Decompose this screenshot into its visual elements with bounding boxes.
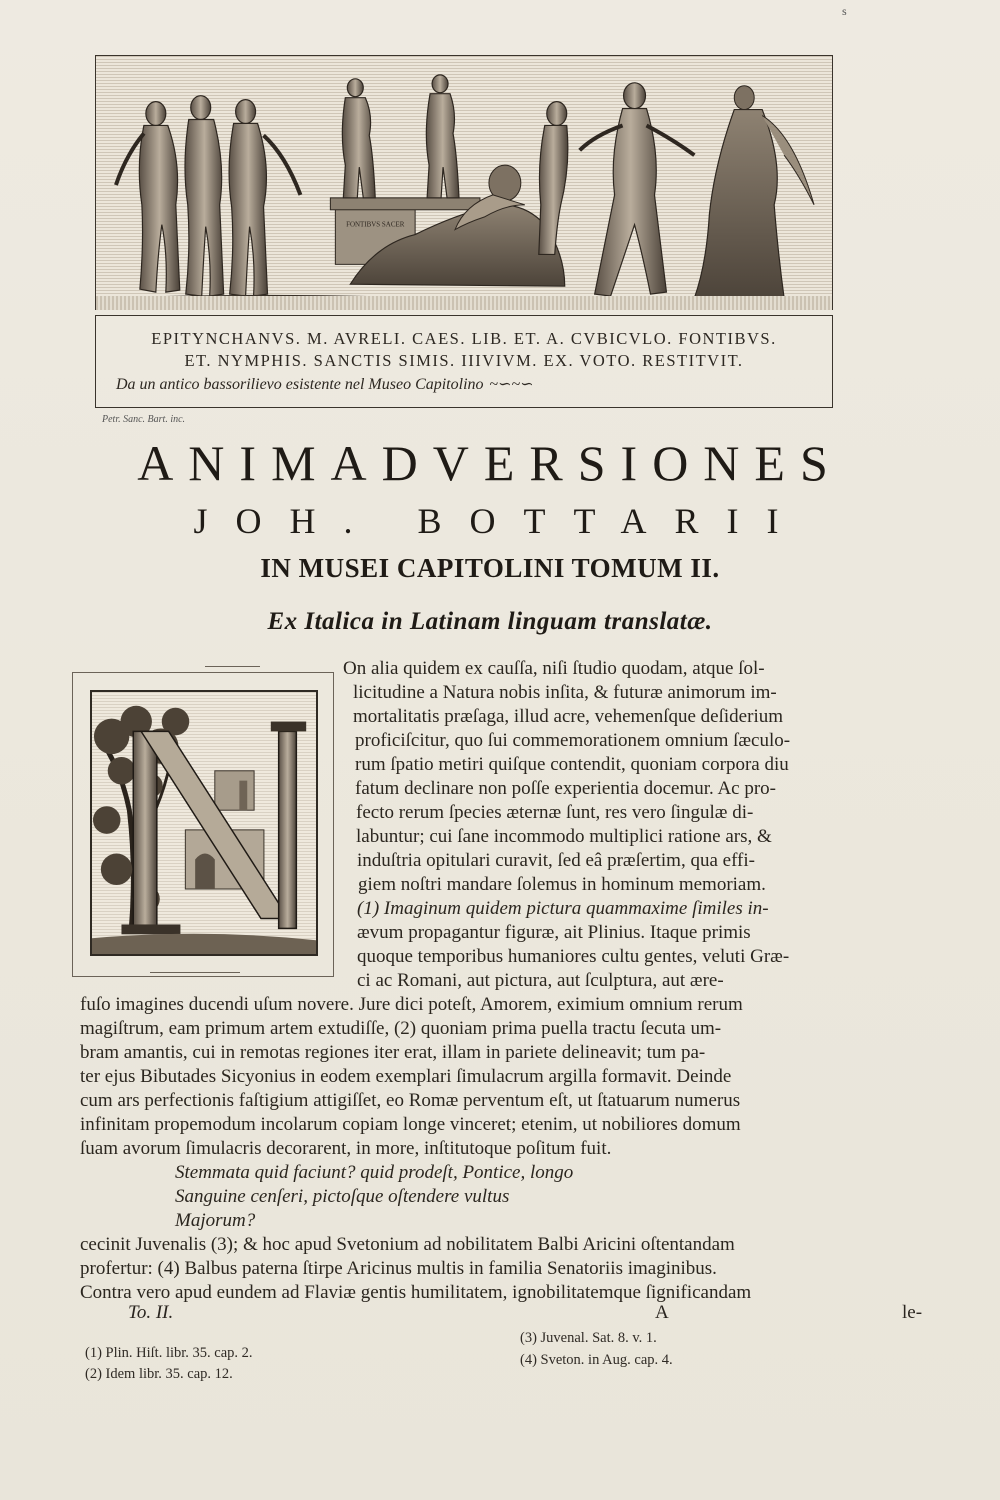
decorated-initial-n (90, 690, 318, 956)
relief-engraving (95, 55, 833, 310)
inscription-panel (95, 315, 833, 408)
plate-caption-text: Da un antico bassorilievo esistente nel Museo Capitolino (116, 376, 484, 393)
body-line-11: (1) Imaginum quidem pictura quammaxime ſimiles in- (357, 898, 769, 919)
body-line-9: induſtria opitulari curavit, ſed eâ præſertim, qua effi- (357, 850, 755, 871)
body-line-8: labuntur; cui ſane incommodo multiplici ratione ars, & (356, 826, 772, 847)
body-line-3: mortalitatis præſaga, illud acre, vehemenſque deſiderium (353, 706, 783, 727)
gathering-signature: A (655, 1302, 669, 1323)
body-line-4: proficiſcitur, quo ſui commemorationem omnium ſæculo- (355, 730, 791, 751)
initial-letter-illustration (92, 692, 316, 954)
body-line-26: profertur: (4) Balbus paterna ſtirpe Aricinus multis in familia Senatoriis imaginibus. (80, 1258, 717, 1279)
catchword: le- (902, 1302, 923, 1323)
body-line-17: bram amantis, cui in remotas regiones iter erat, illam in pariete delineavit; tum pa- (80, 1042, 706, 1063)
body-line-10: giem noſtri mandare ſolemus in hominum memoriam. (358, 874, 766, 895)
body-line-15: fuſo imagines ducendi uſum novere. Jure dici poteſt, Amorem, eximium omnium rerum (80, 994, 743, 1015)
body-line-16: magiſtrum, eam primum artem extudiſſe, (2) quoniam prima puella tractu ſecuta um- (80, 1018, 722, 1039)
body-line-19: cum ars perfectionis faſtigium attigiſſet, eo Romæ perventum eſt, ut ſtatuarum numerus (80, 1090, 741, 1111)
footnote-4: (4) Sveton. in Aug. cap. 4. (520, 1352, 673, 1368)
title-translation-note: Ex Italica in Latinam linguam translatæ. (267, 608, 713, 635)
footnote-3: (3) Juvenal. Sat. 8. v. 1. (520, 1330, 657, 1346)
inscription-line-1: EPITYNCHANVS. M. AVRELI. CAES. LIB. ET. A. CVBICVLO. FONTIBVS. (151, 329, 777, 348)
inscription-line-2: ET. NYMPHIS. SANCTIS SIMIS. IIIVIVM. EX. VOTO. RESTITVIT. (184, 351, 744, 370)
footnote-1: (1) Plin. Hiſt. libr. 35. cap. 2. (85, 1345, 253, 1361)
title-volume: IN MUSEI CAPITOLINI TOMUM II. (260, 553, 720, 583)
relief-figures-illustration (96, 56, 832, 309)
body-line-25: cecinit Juvenalis (3); & hoc apud Svetonium ad nobilitatem Balbi Aricini oſtentandam (80, 1234, 735, 1255)
body-line-5: rum ſpatio metiri quiſque contendit, quoniam corpora diu (355, 754, 789, 775)
title-author: JOH. BOTTARII (193, 501, 807, 541)
body-line-13: quoque temporibus humaniores cultu gentes, veluti Græ- (357, 946, 790, 967)
volume-signature: To. II. (128, 1302, 174, 1323)
body-line-12: ævum propagantur figuræ, ait Plinius. Itaque primis (357, 922, 751, 943)
engraver-credit: Petr. Sanc. Bart. inc. (102, 414, 186, 425)
body-line-18: ter ejus Bibutades Sicyonius in eodem exemplari ſimulacrum argilla formavit. Deinde (80, 1066, 732, 1087)
verse-line-3: Majorum? (175, 1210, 256, 1231)
body-line-20: infinitam propemodum incolarum copiam longe vinceret; etenim, ut nobiliores domum (80, 1114, 741, 1135)
body-line-21: ſuam avorum ſimulacris decorarent, in more, inſtitutoque poſitum fuit. (80, 1138, 612, 1159)
body-line-14: ci ac Romani, aut pictura, aut ſculptura, aut ære- (357, 970, 724, 991)
altar-inscription: FONTIBVS SACER (346, 220, 405, 229)
relief-base (95, 296, 833, 310)
body-line-1: On alia quidem ex cauſſa, niſi ſtudio quodam, atque ſol- (343, 658, 765, 679)
body-line-2: licitudine a Natura nobis inſita, & futuræ animorum im- (353, 682, 777, 703)
body-line-7: fecto rerum ſpecies æternæ ſunt, res vero ſingulæ di- (356, 802, 754, 823)
verse-line-2: Sanguine cenſeri, pictoſque oſtendere vultus (175, 1186, 510, 1207)
title-animadversiones: ANIMADVERSIONES (137, 435, 843, 491)
body-line-6: fatum declinare non poſſe experientia docemur. Ac pro- (355, 778, 777, 799)
initial-bottom-rule (150, 972, 240, 973)
plate-caption (96, 374, 832, 396)
body-line-27: Contra vero apud eundem ad Flaviæ gentis humilitatem, ignobilitatemque ſignificandam (80, 1282, 752, 1303)
corner-mark: s (842, 4, 847, 18)
initial-top-rule (205, 666, 260, 667)
verse-line-1: Stemmata quid faciunt? quid prodeſt, Pontice, longo (175, 1162, 574, 1183)
caption-flourish: ~∽~∽ (489, 376, 534, 393)
footnote-2: (2) Idem libr. 35. cap. 12. (85, 1366, 233, 1382)
